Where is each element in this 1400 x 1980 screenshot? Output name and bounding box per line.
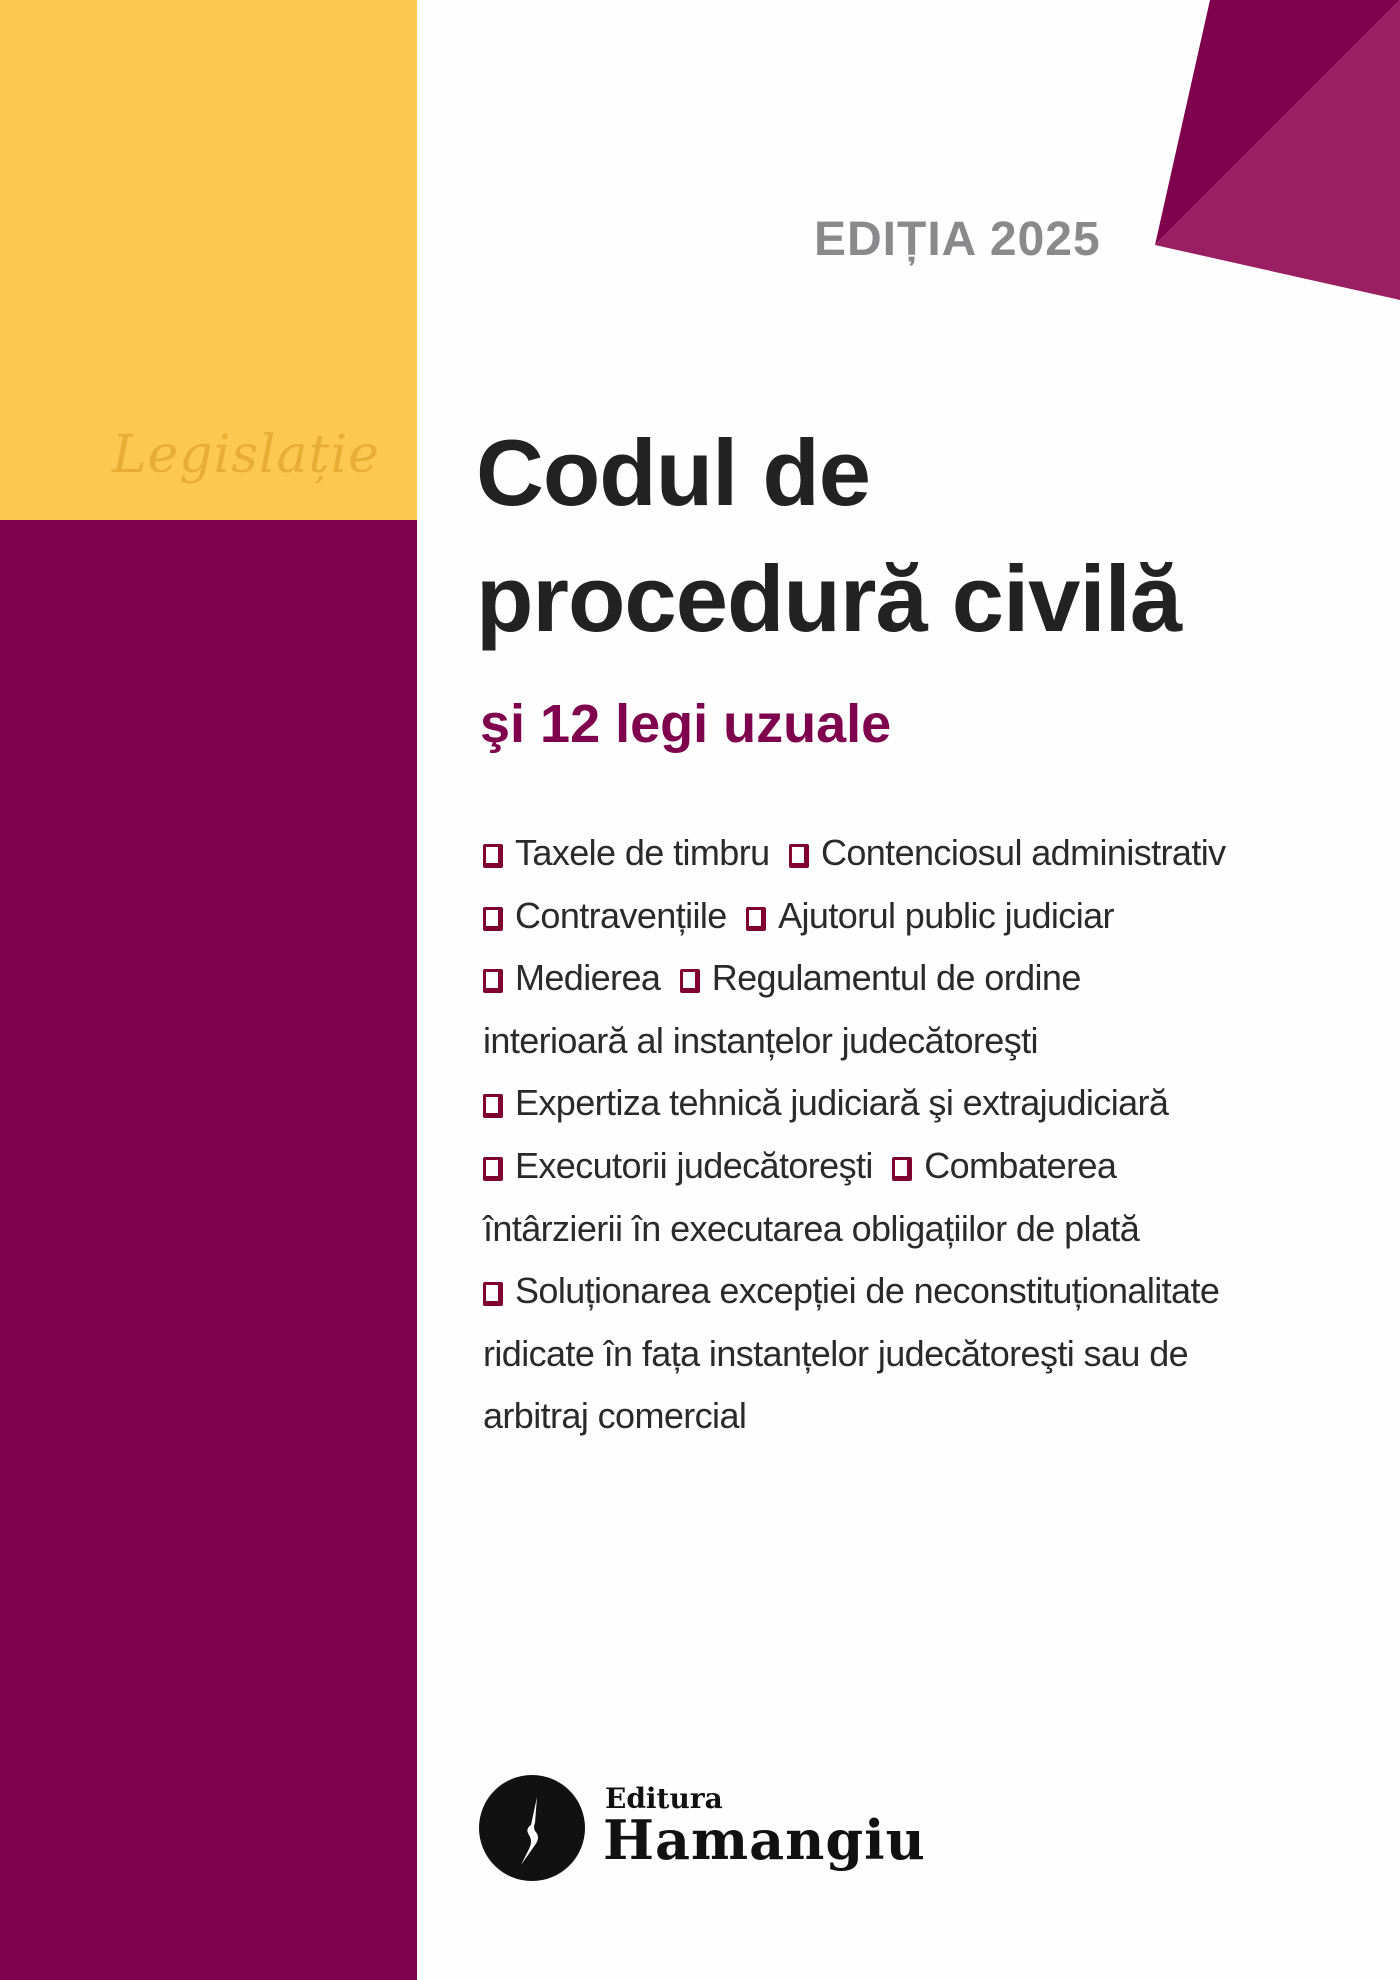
book-subtitle: şi 12 legi uzuale [480,694,892,754]
pen-nib-icon [479,1775,585,1881]
contents-item-text: arbitraj comercial [483,1395,747,1437]
contents-item [483,1270,1219,1311]
contents-line [483,885,1226,948]
title-line-1: Codul de [476,420,871,525]
contents-item-text: interioară al instanțelor judecătoreşti [483,1019,1038,1061]
checkbox-bullet-icon [483,907,503,931]
purple-band [0,520,417,1980]
checkbox-bullet-icon [483,1157,503,1181]
contents-item [483,1082,1168,1123]
contents-line [483,1198,1226,1261]
contents-list [483,822,1226,1448]
contents-item-text: Contravențiile [515,894,727,936]
title-line-2: procedură civilă [476,546,1181,651]
contents-line [483,1135,1226,1198]
contents-item [483,1395,746,1436]
contents-line [483,1323,1226,1386]
contents-item-text: întârzierii în executarea obligațiilor de plată [483,1207,1140,1249]
contents-item [736,895,1114,936]
contents-item [483,895,736,936]
contents-line [483,1072,1226,1135]
contents-item [483,1020,1038,1061]
checkbox-bullet-icon [680,969,700,993]
book-title [476,410,1181,662]
contents-item-text: Executorii judecătoreşti [515,1144,873,1186]
contents-item [483,1145,882,1186]
contents-item-text: ridicate în fața instanțelor judecătoreşti sau de [483,1332,1189,1374]
contents-item [483,1333,1188,1374]
contents-item [483,957,670,998]
checkbox-bullet-icon [483,1094,503,1118]
contents-item [779,832,1226,873]
contents-item-text: Taxele de timbru [515,832,770,873]
series-label: Legislație [112,425,380,485]
checkbox-bullet-icon [746,907,766,931]
contents-item [483,1208,1139,1249]
publisher-line-1: Editura [605,1782,723,1815]
corner-decoration [1140,0,1400,310]
checkbox-bullet-icon [483,844,503,868]
contents-line [483,1260,1226,1323]
checkbox-bullet-icon [892,1157,912,1181]
publisher-name: Hamangiu [603,1808,926,1872]
contents-line [483,947,1226,1010]
checkbox-bullet-icon [483,969,503,993]
edition-label: EDIȚIA 2025 [814,213,1101,266]
contents-item [483,832,779,873]
contents-item-text: Combaterea [924,1144,1117,1186]
contents-line [483,1385,1226,1448]
contents-item-text: Expertiza tehnică judiciară şi extrajudiciară [515,1082,1169,1124]
contents-item [882,1145,1116,1186]
contents-item-text: Soluționarea excepției de neconstituționalitate [515,1270,1220,1312]
contents-line [483,822,1226,885]
checkbox-bullet-icon [483,1282,503,1306]
contents-item-text: Medierea [515,957,661,999]
contents-line [483,1010,1226,1073]
contents-item-text: Regulamentul de ordine [711,957,1081,999]
contents-item [670,957,1081,998]
contents-item-text: Ajutorul public judiciar [778,894,1114,936]
publisher-logo [479,1775,585,1881]
contents-item-text: Contenciosul administrativ [820,832,1226,873]
checkbox-bullet-icon [789,844,809,868]
